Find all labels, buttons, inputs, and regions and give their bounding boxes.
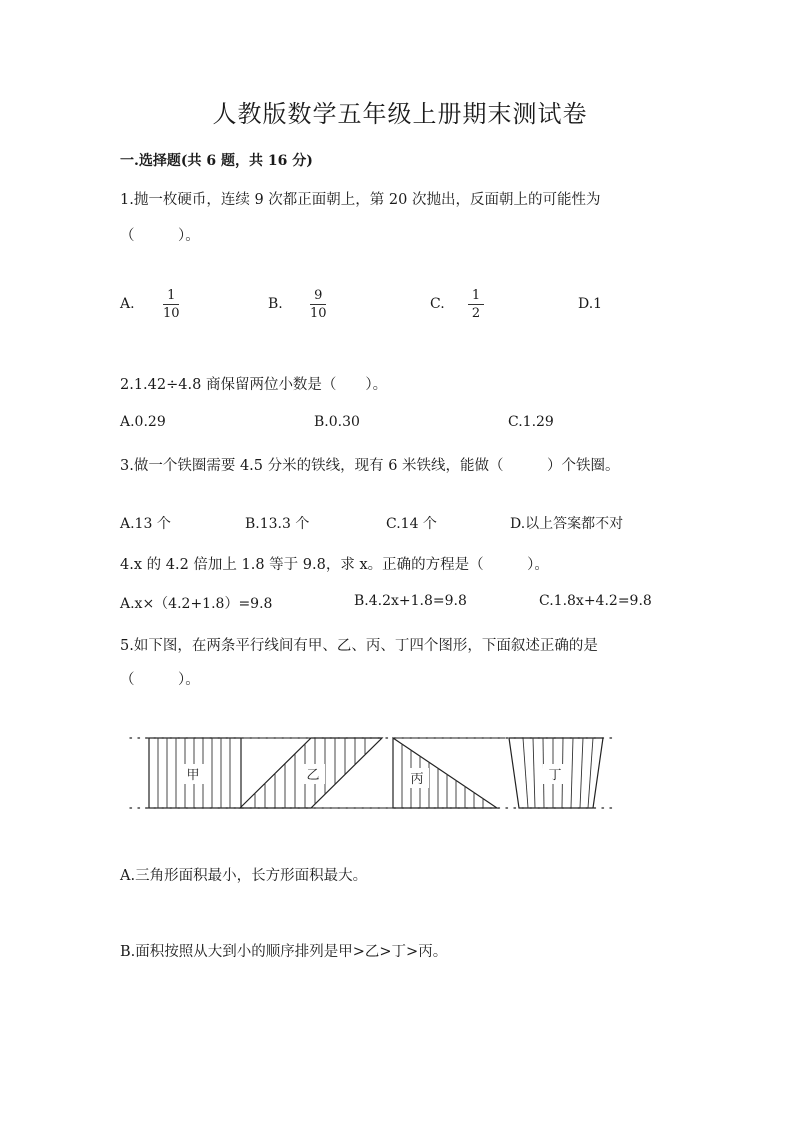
page-title: 人教版数学五年级上册期末测试卷 [212, 100, 588, 128]
q4-option-c: C.1.8x+4.2=9.8 [539, 593, 652, 609]
shape-yi-parallelogram [240, 738, 382, 808]
q5-option-a: A.三角形面积最小，长方形面积最大。 [120, 868, 368, 884]
q1-option-c-fraction [468, 288, 484, 321]
question-1-text: 1.抛一枚硬币，连续 9 次都正面朝上，第 20 次抛出，反面朝上的可能性为 [120, 192, 601, 208]
q4-option-a: A.x×（4.2+1.8）=9.8 [120, 596, 273, 612]
q1-option-a-fraction [160, 288, 183, 321]
fraction-numerator: 9 [314, 288, 323, 303]
question-5-blank: （ ）。 [120, 672, 200, 688]
fraction-denominator: 10 [163, 306, 180, 321]
q1-option-b-fraction [307, 288, 330, 321]
shape-bing-triangle [393, 738, 497, 808]
fraction-bar [310, 304, 326, 305]
q2-option-b: B.0.30 [314, 414, 360, 430]
q3-option-c: C.14 个 [386, 516, 437, 532]
question-4-text: 4.x 的 4.2 倍加上 1.8 等于 9.8，求 x。正确的方程是（ ）。 [120, 557, 549, 573]
q1-option-d: D.1 [578, 296, 603, 312]
shape-label-bing: 丙 [410, 772, 424, 787]
q2-option-a: A.0.29 [120, 414, 166, 430]
q3-option-d: D.以上答案都不对 [510, 516, 624, 532]
q1-option-c-label: C. [430, 296, 445, 312]
q5-option-b: B.面积按照从大到小的顺序排列是甲>乙>丁>丙。 [120, 944, 448, 960]
shape-ding-trapezoid [509, 738, 603, 808]
question-2-text: 2.1.42÷4.8 商保留两位小数是（ ）。 [120, 377, 388, 393]
shape-jia-rectangle [149, 738, 241, 808]
question-5-text: 5.如下图，在两条平行线间有甲、乙、丙、丁四个图形，下面叙述正确的是 [120, 638, 598, 654]
fraction-bar [468, 304, 484, 305]
q3-option-b: B.13.3 个 [245, 516, 310, 532]
fraction-numerator: 1 [167, 288, 176, 303]
fraction-bar [163, 304, 179, 305]
section-heading: 一.选择题(共 6 题，共 16 分) [120, 153, 313, 169]
q1-option-a-label: A. [120, 296, 135, 312]
question-3-text: 3.做一个铁圈需要 4.5 分米的铁线，现有 6 米铁线，能做（ ）个铁圈。 [120, 458, 620, 474]
q1-option-b-label: B. [268, 296, 283, 312]
fraction-denominator: 2 [471, 306, 481, 321]
q4-option-b: B.4.2x+1.8=9.8 [354, 593, 467, 609]
q2-option-c: C.1.29 [508, 414, 554, 430]
parallel-lines-shapes-figure [125, 722, 625, 822]
question-1-blank: （ ）。 [120, 228, 200, 244]
shape-label-yi: 乙 [306, 768, 320, 783]
shape-label-ding: 丁 [548, 768, 562, 783]
fraction-denominator: 10 [310, 306, 327, 321]
fraction-numerator: 1 [471, 288, 481, 303]
shape-label-jia: 甲 [186, 768, 200, 783]
q3-option-a: A.13 个 [120, 516, 171, 532]
